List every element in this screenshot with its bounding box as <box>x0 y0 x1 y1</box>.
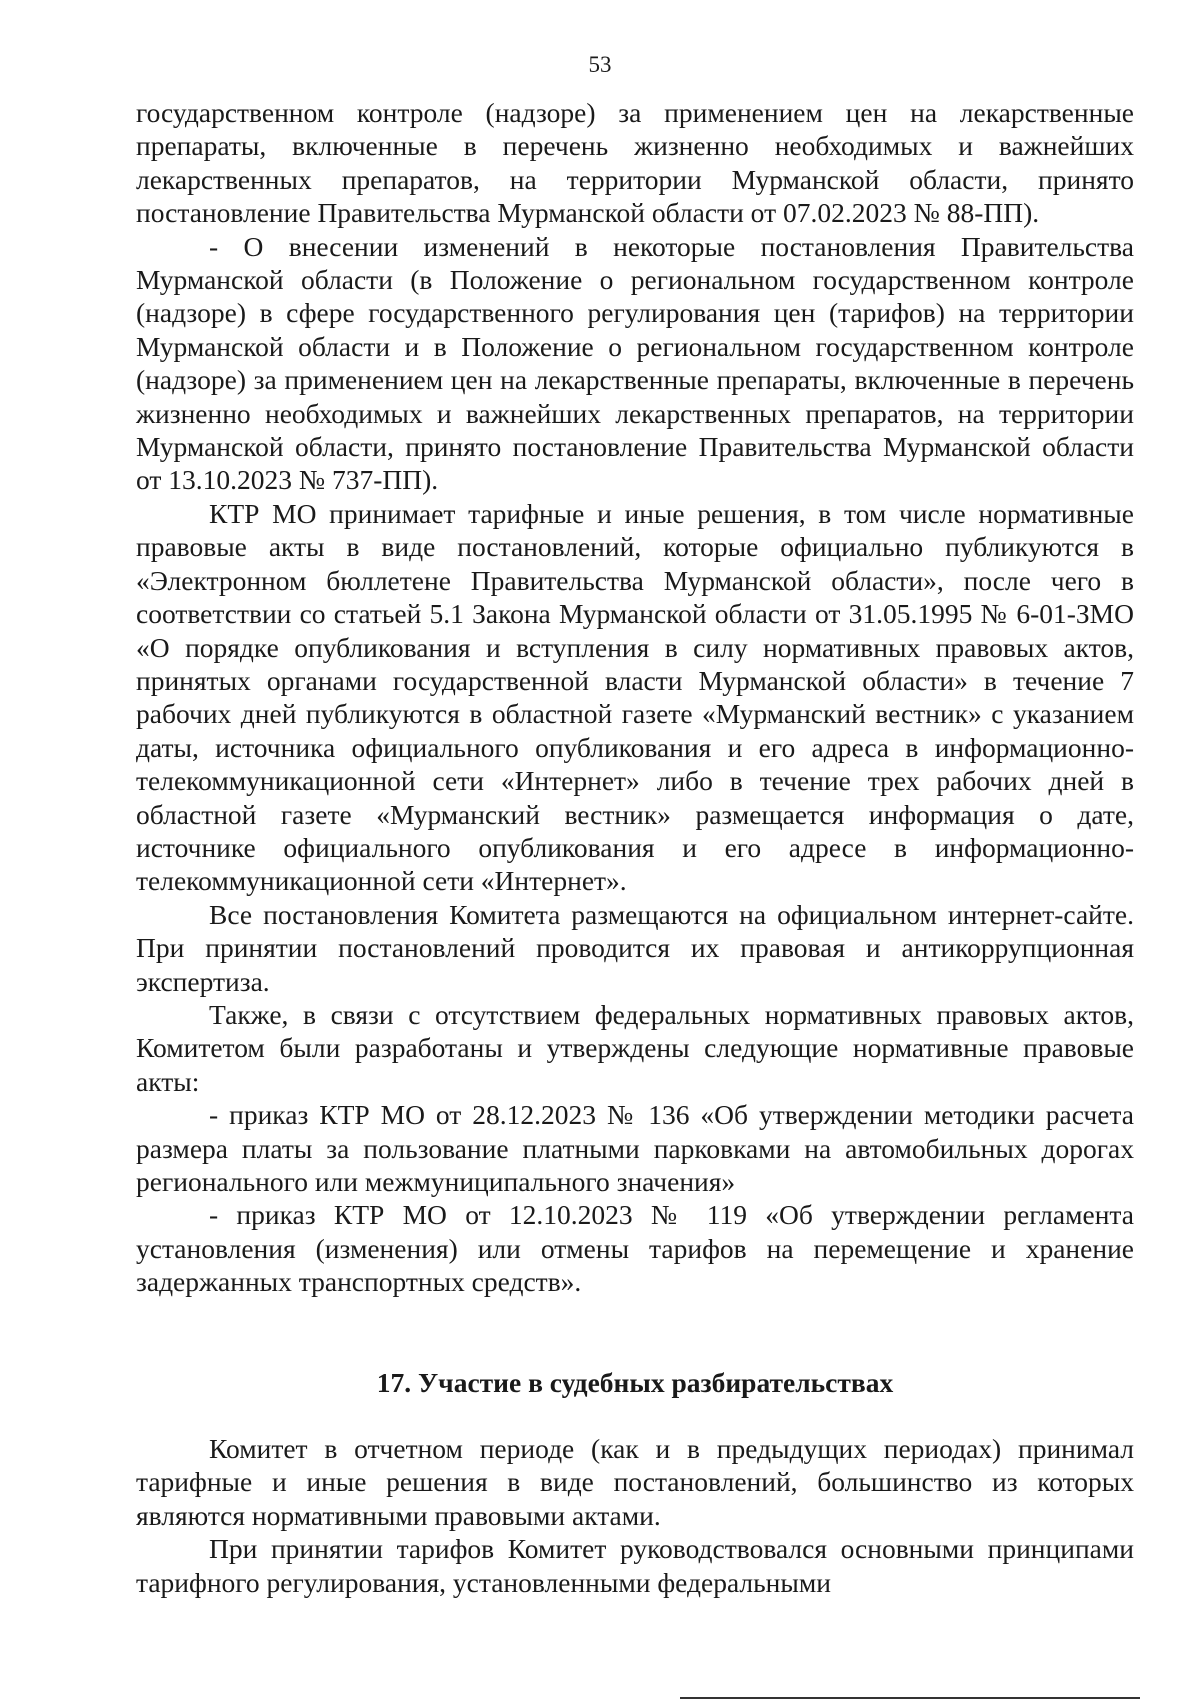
list-item: - приказ КТР МО от 12.10.2023 № 119 «Об утверждении регламента установления (изменения) или отмены тарифов на перемещение и хранение задержанных транспортных средств». <box>136 1199 1134 1298</box>
scan-edge-line <box>680 1697 1140 1699</box>
paragraph: Также, в связи с отсутствием федеральных нормативных правовых актов, Комитетом были разработаны и утверждены следующие нормативные правовые акты: <box>136 998 1134 1097</box>
paragraph: государственном контроле (надзоре) за применением цен на лекарственные препараты, включенные в перечень жизненно необходимых и важнейших лекарственных препаратов, на территории Мурманской области, принято постановление Правительства Мурманской области от 07.02.2023 № 88-ПП). <box>136 97 1134 229</box>
paragraph: При принятии тарифов Комитет руководствовался основными принципами тарифного регулирования, установленными федеральными <box>136 1533 1134 1598</box>
spacer <box>136 1399 1134 1432</box>
list-item: - приказ КТР МО от 28.12.2023 № 136 «Об утверждении методики расчета размера платы за пользование платными парковками на автомобильных дорогах регионального или межмуниципального значения» <box>136 1099 1134 1197</box>
section-heading: 17. Участие в судебных разбирательствах <box>376 1366 894 1398</box>
page-number: 53 <box>588 52 612 77</box>
spacer <box>136 1299 1134 1366</box>
paragraph: - О внесении изменений в некоторые постановления Правительства Мурманской области (в Положение о региональном государственном контроле (надзоре) в сфере государственного регулирования цен (тарифов) на территории Мурманской области и в Положение о региональном государственном контроле (надзоре) за применением цен на лекарственные препараты, включенные в перечень жизненно необходимых и важнейших лекарственных препаратов, на территории Мурманской области, принято постановление Правительства Мурманской области от 13.10.2023 № 737-ПП). <box>136 230 1134 496</box>
paragraph: Комитет в отчетном периоде (как и в предыдущих периодах) принимал тарифные и иные решения в виде постановлений, большинство из которых являются нормативными правовыми актами. <box>136 1433 1134 1531</box>
paragraph: КТР МО принимает тарифные и иные решения, в том числе нормативные правовые акты в виде постановлений, которые официально публикуются в «Электронном бюллетене Правительства Мурманской области», после чего в соответствии со статьей 5.1 Закона Мурманской области от 31.05.1995 № 6-01-ЗМО «О порядке опубликования и вступления в силу нормативных правовых актов, принятых органами государственной власти Мурманской области» в течение 7 рабочих дней публикуются в областной газете «Мурманский вестник» с указанием даты, источника официального опубликования и его адреса в информационно-телекоммуникационной сети «Интернет» либо в течение трех рабочих дней в областной газете «Мурманский вестник» размещается информация о дате, источнике официального опубликования и его адресе в информационно-телекоммуникационной сети «Интернет». <box>136 497 1134 897</box>
paragraph: Все постановления Комитета размещаются на официальном интернет-сайте. При принятии постановлений проводится их правовая и антикоррупционная экспертиза. <box>136 898 1134 997</box>
document-body <box>136 96 1134 1599</box>
